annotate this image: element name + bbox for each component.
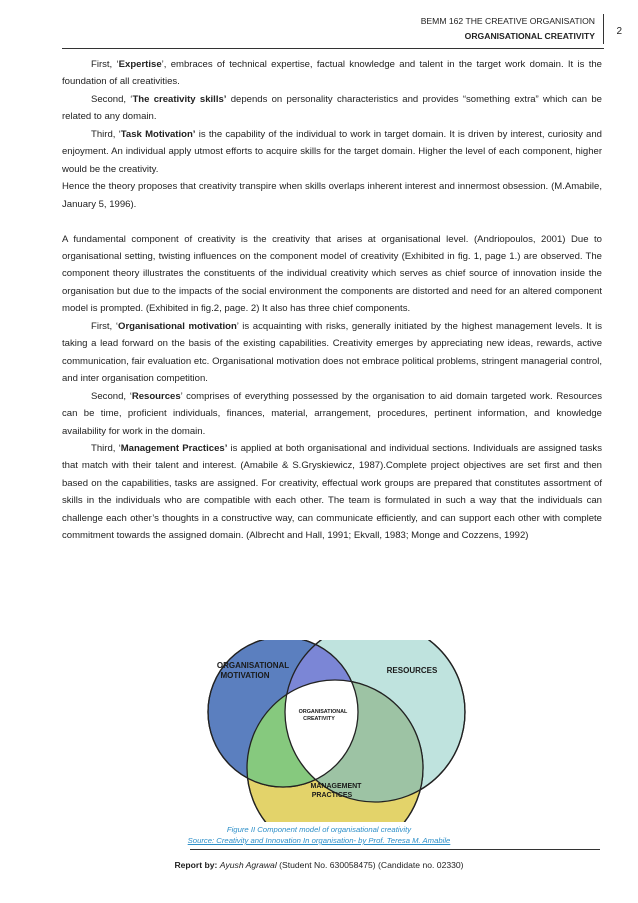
label-management-1: MANAGEMENT (310, 783, 362, 790)
text-run: Third, ‘ (91, 128, 121, 140)
paragraph-management-practices (62, 440, 602, 545)
label-motivation-1: ORGANISATIONAL (216, 661, 290, 670)
label-center-2: CREATIVITY (303, 716, 335, 722)
caption-title: Figure II Component model of organisational creativity (226, 825, 412, 834)
student-details: (Student No. 630058475) (Candidate no. 02330) (279, 860, 464, 870)
text-run: is the capability of the individual to work in target domain. It is driven by interest, curiosity and enjoyment. An individual apply utmost efforts to acquire skills for the target domain. Higher the level of each component, higher would be the creativity. (62, 128, 602, 175)
text-run: Second, ‘ (91, 93, 133, 105)
paragraph-creativity-skills (62, 91, 602, 126)
term-resources: Resources (131, 390, 181, 402)
term-creativity-skills: The creativity skills’ (132, 93, 227, 105)
page-header (421, 14, 604, 44)
term-expertise: Expertise (118, 59, 162, 70)
text-run: ’, embraces of technical expertise, factual knowledge and talent in the target work domain. It is the foundation of all creativities. (62, 59, 602, 88)
paragraph-theory-summary: Hence the theory proposes that creativity transpire when skills overlaps inherent interest and innermost obsession. (M.Amabile, January 5, 1996). (62, 181, 602, 210)
text-run: First, ‘ (91, 59, 119, 70)
paragraph-resources (62, 388, 602, 440)
section-title: ORGANISATIONAL CREATIVITY (464, 31, 595, 41)
paragraph-expertise (62, 56, 602, 91)
paragraph-task-motivation (62, 126, 602, 178)
text-run: is applied at both organisational and individual sections. Individuals are assigned tasks that match with their talent and interest. (Amabile & S.Gryskiewicz, 1987).Complete project objectives are set first and then based on the capabilities, tasks are assigned. For creativity, effectual work groups are prepared that constitutes assortment of skills in the individuals who are compatible with each other. The team is formulated in such a way that the individuals can challenge each other’s thoughts in a constructive way, can communicate efficiently, and can support each other with complete commitment towards the assigned domain. (Albrecht and Hall, 1991; Ekvall, 1983; Monge and Cozzens, 1992) (62, 442, 602, 542)
label-management-2: PRACTICES (311, 792, 353, 799)
label-resources: RESOURCES (386, 666, 438, 675)
caption-source: Source: Creativity and Innovation In organisation- by Prof. Teresa M. Amabile (187, 836, 451, 845)
text-run: depends on personality characteristics and provides “something extra” which can be related to any domain. (62, 93, 602, 123)
page-number: 2 (616, 26, 622, 37)
footer-label: Report by: (174, 860, 218, 870)
text-run: First, ‘ (91, 320, 119, 332)
paragraph-organisational-creativity: A fundamental component of creativity is the creativity that arises at organisational level. (Andriopoulos, 2001) Due to organisational setting, twisting influences on the component model of creativity (Exhibited in fig. 1, page 1.) are observed. The component theory illustrates the constituents of the individual creativity which serves as chief source of innovation inside the organisation but due to the impacts of the social environment the components are distorted and need for an altered component model is prompted. (Exhibited in fig.2, page. 2) It also has three chief components. (62, 233, 602, 315)
text-run: Third, ‘ (91, 442, 121, 454)
course-title: BEMM 162 THE CREATIVE ORGANISATION (420, 16, 595, 26)
text-run: ’ comprises of everything possessed by the organisation to aid domain targeted work. Resources can be time, proficient individuals, finances, material, arrangement, procedures, pertinent information, and knowledge availability for work in the domain. (62, 390, 602, 437)
text-run: Second, ‘ (91, 390, 132, 402)
figure-caption (0, 824, 638, 846)
footer-divider (190, 849, 600, 850)
term-management-practices: Management Practices’ (120, 442, 228, 454)
term-task-motivation: Task Motivation’ (120, 128, 196, 140)
paragraph-organisational-motivation (62, 318, 602, 388)
label-center-1: ORGANISATIONAL (298, 709, 348, 715)
page-footer (0, 860, 638, 870)
header-divider (62, 48, 604, 49)
body-text (62, 56, 602, 545)
venn-diagram (195, 640, 475, 822)
author-name: Ayush Agrawal (219, 860, 277, 870)
text-run: ’ is acquainting with risks, generally initiated by the highest management levels. It is taking a lead forward on the basis of the existing capabilities. Creativity emerges by appreciating new ideas, rewards, active communication, fair evaluation etc. Organisational motivation does not embrace political problems, stringent managerial control, and inter organisation competition. (62, 320, 603, 385)
term-organisational-motivation: Organisational motivation (118, 320, 237, 332)
label-motivation-2: MOTIVATION (220, 671, 270, 680)
